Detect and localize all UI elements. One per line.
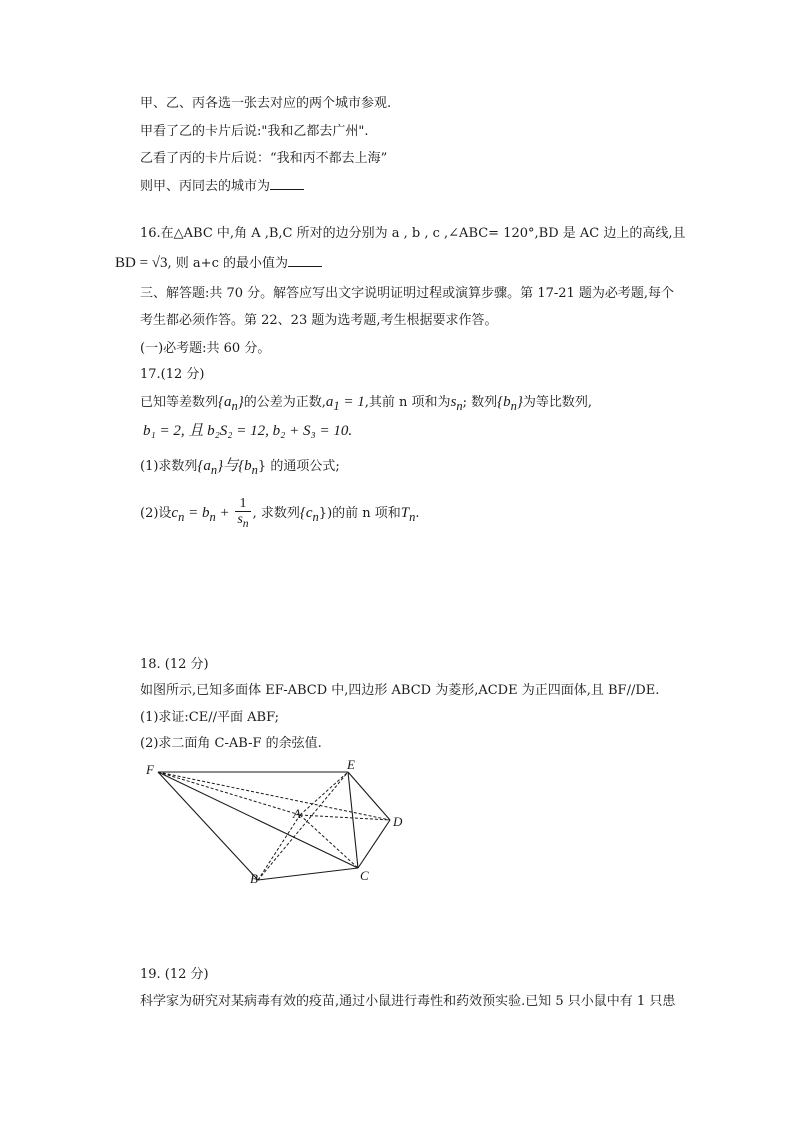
- q16-text: 16.在△ABC 中,角 A ,B,C 所对的边分别为 a , b , c ,∠ABC= 120°,BD 是 AC 边上的高线,且: [140, 226, 686, 241]
- edge-AD: [300, 815, 390, 820]
- q17-stmt-a: 已知等差数列: [140, 395, 219, 410]
- q17-fraction: $\frac{1}{s_n}$: [237, 496, 249, 530]
- q19-header: 19. (12 分): [140, 967, 209, 982]
- answer-blank: [270, 177, 304, 190]
- q19-statement: 科学家为研究对某病毒有效的疫苗,通过小鼠进行毒性和药效预实验.已知 5 只小鼠中有 1 只患: [140, 994, 676, 1009]
- edge-EC: [348, 772, 358, 868]
- q18-statement: 如图所示,已知多面体 EF-ABCD 中,四边形 ABCD 为菱形,ACDE 为正四面体,且 BF//DE.: [140, 683, 660, 698]
- section3-line-1: 三、解答题:共 70 分。解答应写出文字说明证明过程或演算步骤。第 17-21 题为必考题,每个: [140, 286, 675, 301]
- puzzle-line-2: 甲看了乙的卡片后说:"我和乙都去广州".: [140, 124, 369, 139]
- puzzle-line-1: 甲、乙、丙各选一张去对应的两个城市参观.: [140, 96, 392, 111]
- q18-part-1: (1)求证:CE//平面 ABF;: [140, 710, 280, 725]
- q18-part-2: (2)求二面角 C-AB-F 的余弦值.: [140, 736, 322, 751]
- q18-header: 18. (12 分): [140, 657, 209, 672]
- edge-FA: [158, 772, 300, 815]
- label-C: C: [360, 868, 369, 883]
- q17-stmt-b: 的公差为正数,: [243, 395, 326, 410]
- q17-seq-b: $\{b_n\}$: [497, 394, 523, 413]
- q17-sn: $s_n$: [450, 394, 463, 413]
- q17-part-1: (1)求数列$\{a_n\}$与$\{b_n\}$ 的通项公式;: [140, 458, 340, 477]
- q16-tail: , 则 a+c 的最小值为: [167, 256, 288, 271]
- q17-part-2: (2)设$c_n = b_n$ + $\frac{1}{s_n}$ , 求数列$\{c_n\}$)的前 n 项和$T_n$.: [140, 496, 420, 530]
- q16-formula: BD = √3: [115, 255, 168, 271]
- edge-BC: [258, 868, 358, 880]
- q17-seq-a: $\{a_n\}$: [218, 394, 244, 413]
- edge-FC: [158, 772, 358, 868]
- puzzle-question: 则甲、丙同去的城市为: [140, 179, 271, 194]
- q16-blank: [288, 254, 322, 267]
- edge-FB: [158, 772, 258, 880]
- section3-line-2: 考生都必须作答。第 22、23 题为选考题,考生根据要求作答。: [140, 313, 498, 328]
- required-title: (一)必考题:共 60 分。: [140, 341, 271, 356]
- q17-a1: $a_1 = 1$: [325, 394, 365, 413]
- polyhedron-figure: [140, 760, 410, 885]
- edge-AE: [300, 772, 348, 815]
- q17-stmt-c: ,其前 n 项和为: [364, 395, 451, 410]
- edge-DC: [358, 820, 390, 868]
- label-A: A: [293, 806, 301, 821]
- q16-line-2: [115, 254, 322, 272]
- q17-stmt-d: ; 数列: [462, 395, 498, 410]
- q17-conditions: b₁ = 2, 且 b₂S₂ = 12, b₂ + S₃ = 10.: [143, 423, 353, 439]
- label-D: D: [393, 814, 403, 829]
- edge-AC: [300, 815, 358, 868]
- edge-FD: [158, 772, 390, 820]
- label-B: B: [250, 871, 258, 885]
- edge-BA: [258, 815, 300, 880]
- label-E: E: [347, 760, 355, 772]
- q17-stmt-e: 为等比数列,: [522, 395, 593, 410]
- label-F: F: [146, 762, 154, 777]
- puzzle-line-3: 乙看了丙的卡片后说：“我和丙不都去上海”: [140, 151, 388, 166]
- q17-header: 17.(12 分): [140, 367, 205, 382]
- puzzle-line-4: [140, 177, 304, 195]
- q17-statement: [140, 394, 592, 414]
